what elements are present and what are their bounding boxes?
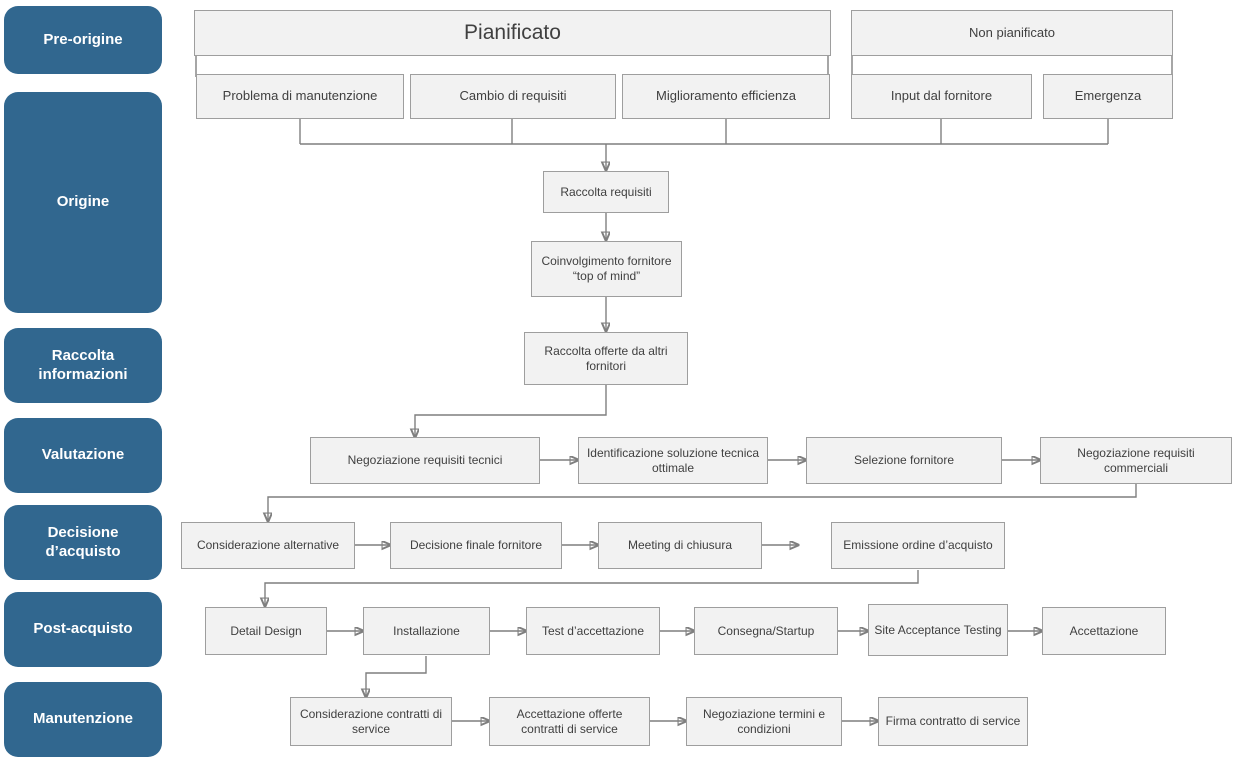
box-identificazione-soluzione-tecnica-ottimale[interactable]: Identificazione soluzione tecnica ottimale xyxy=(578,437,768,484)
stage-label-pre-origine: Pre-origine xyxy=(4,6,162,74)
box-raccolta-requisiti[interactable]: Raccolta requisiti xyxy=(543,171,669,213)
box-site-acceptance-testing[interactable]: Site Acceptance Testing xyxy=(868,604,1008,656)
box-considerazione-alternative[interactable]: Considerazione alternative xyxy=(181,522,355,569)
box-cambio-di-requisiti[interactable]: Cambio di requisiti xyxy=(410,74,616,119)
box-detail-design[interactable]: Detail Design xyxy=(205,607,327,655)
box-negoziazione-termini-e-condizioni[interactable]: Negoziazione termini e condizioni xyxy=(686,697,842,746)
box-non-pianificato[interactable]: Non pianificato xyxy=(851,10,1173,56)
box-negoziazione-requisiti-commerciali[interactable]: Negoziazione requisiti commerciali xyxy=(1040,437,1232,484)
box-firma-contratto-di-service[interactable]: Firma contratto di service xyxy=(878,697,1028,746)
stage-label-manutenzione: Manutenzione xyxy=(4,682,162,757)
box-miglioramento-efficienza[interactable]: Miglioramento efficienza xyxy=(622,74,830,119)
box-negoziazione-requisiti-tecnici[interactable]: Negoziazione requisiti tecnici xyxy=(310,437,540,484)
box-accettazione-offerte-contratti-di-service[interactable]: Accettazione offerte contratti di service xyxy=(489,697,650,746)
box-emissione-ordine-acquisto[interactable]: Emissione ordine d’acquisto xyxy=(831,522,1005,569)
box-decisione-finale-fornitore[interactable]: Decisione finale fornitore xyxy=(390,522,562,569)
box-problema-di-manutenzione[interactable]: Problema di manutenzione xyxy=(196,74,404,119)
box-installazione[interactable]: Installazione xyxy=(363,607,490,655)
stage-label-decisione-acquisto: Decisione d’acquisto xyxy=(4,505,162,580)
stage-label-post-acquisto: Post-acquisto xyxy=(4,592,162,667)
box-raccolta-offerte-da-altri-fornitori[interactable]: Raccolta offerte da altri fornitori xyxy=(524,332,688,385)
box-input-dal-fornitore[interactable]: Input dal fornitore xyxy=(851,74,1032,119)
box-coinvolgimento-fornitore-top-of-mind[interactable]: Coinvolgimento fornitore “top of mind” xyxy=(531,241,682,297)
box-selezione-fornitore[interactable]: Selezione fornitore xyxy=(806,437,1002,484)
box-pianificato[interactable]: Pianificato xyxy=(194,10,831,56)
box-considerazione-contratti-di-service[interactable]: Considerazione contratti di service xyxy=(290,697,452,746)
box-test-accettazione[interactable]: Test d’accettazione xyxy=(526,607,660,655)
box-emergenza[interactable]: Emergenza xyxy=(1043,74,1173,119)
box-accettazione[interactable]: Accettazione xyxy=(1042,607,1166,655)
stage-label-valutazione: Valutazione xyxy=(4,418,162,493)
stage-label-origine: Origine xyxy=(4,92,162,313)
box-consegna-startup[interactable]: Consegna/Startup xyxy=(694,607,838,655)
stage-label-raccolta-informazioni: Raccolta informazioni xyxy=(4,328,162,403)
box-meeting-di-chiusura[interactable]: Meeting di chiusura xyxy=(598,522,762,569)
